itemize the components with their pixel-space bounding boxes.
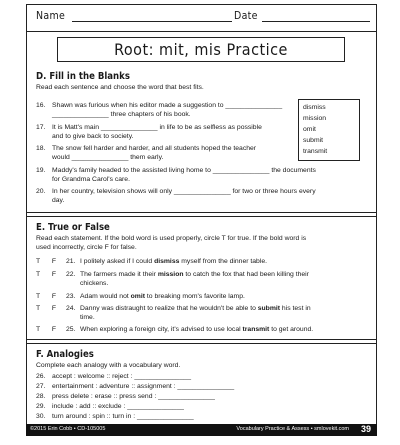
item-number: 19. bbox=[36, 167, 46, 174]
false-option[interactable]: F bbox=[51, 293, 57, 300]
word-bank-item: transmit bbox=[303, 148, 328, 155]
page-number: 39 bbox=[360, 424, 371, 434]
item-number: 26. bbox=[36, 373, 46, 380]
date-label: Date bbox=[234, 10, 258, 22]
word-bank bbox=[298, 99, 360, 161]
name-label: Name bbox=[36, 10, 66, 22]
item-number: 21. bbox=[66, 258, 76, 265]
item-text: When exploring a foreign city, it's advised to use local transmit to get around. bbox=[80, 326, 314, 333]
bold-word: submit bbox=[257, 305, 281, 312]
bold-word: mission bbox=[157, 271, 184, 278]
section-e-heading: E. True or False bbox=[36, 222, 110, 233]
analogy-text: include : add :: exclude : _______________ bbox=[52, 403, 184, 410]
footer-title: Vocabulary Practice & Assess • smlovekit.com bbox=[236, 426, 349, 432]
true-option[interactable]: T bbox=[36, 326, 41, 333]
item-text: day. bbox=[52, 197, 65, 204]
item-text: In her country, television shows will only _______________ for two or three hours every bbox=[52, 188, 316, 195]
analogy-text: entertainment : adventure :: assignment : _______________ bbox=[52, 383, 235, 390]
bold-word: omit bbox=[130, 293, 145, 300]
item-text: I politely asked if I could dismiss myself from the dinner table. bbox=[80, 258, 268, 265]
item-number: 24. bbox=[66, 305, 76, 312]
item-number: 18. bbox=[36, 145, 46, 152]
date-line bbox=[262, 21, 370, 22]
item-number: 29. bbox=[36, 403, 46, 410]
item-text: time. bbox=[80, 314, 95, 321]
item-text: Danny was distraught to realize that he wouldn't be able to submit his test in bbox=[80, 305, 311, 312]
item-number: 22. bbox=[66, 271, 76, 278]
section-divider bbox=[26, 212, 377, 217]
section-d-instruction: Read each sentence and choose the word that best fits. bbox=[36, 84, 204, 91]
item-text: chickens. bbox=[80, 280, 109, 287]
page-footer bbox=[26, 424, 377, 436]
item-text: Adam would not omit to breaking mom's favorite lamp. bbox=[80, 293, 245, 300]
word-bank-item: omit bbox=[303, 126, 316, 133]
item-number: 28. bbox=[36, 393, 46, 400]
item-text: The snow fell harder and harder, and all students hoped the teacher bbox=[52, 145, 257, 152]
section-d-heading: D. Fill in the Blanks bbox=[36, 71, 130, 82]
item-number: 27. bbox=[36, 383, 46, 390]
name-line bbox=[72, 21, 232, 22]
tf-row bbox=[36, 325, 62, 334]
true-option[interactable]: T bbox=[36, 305, 41, 312]
true-option[interactable]: T bbox=[36, 271, 41, 278]
false-option[interactable]: F bbox=[51, 326, 57, 333]
analogy-text: press delete : erase :: press send : _______________ bbox=[52, 393, 215, 400]
true-option[interactable]: T bbox=[36, 258, 41, 265]
word-bank-item: submit bbox=[303, 137, 324, 144]
bold-word: dismiss bbox=[154, 258, 180, 265]
tf-row bbox=[36, 270, 62, 279]
item-text: Shawn was furious when his editor made a suggestion to _______________ bbox=[52, 102, 283, 109]
word-bank-item: mission bbox=[303, 115, 327, 122]
item-text: for Grandma Carol's care. bbox=[52, 176, 130, 183]
analogy-text: accept : welcome :: reject : _______________ bbox=[52, 373, 192, 380]
item-text: Maddy's family headed to the assisted living home to _______________ the documents bbox=[52, 167, 316, 174]
item-text: The farmers made it their mission to catch the fox that had been killing their bbox=[80, 271, 309, 278]
false-option[interactable]: F bbox=[51, 258, 57, 265]
item-text: _______________ three chapters of his book. bbox=[52, 111, 191, 118]
tf-row bbox=[36, 304, 62, 313]
copyright-text: ©2015 Erin Cobb • CD-105005 bbox=[30, 426, 106, 432]
section-divider bbox=[26, 339, 377, 344]
name-date-row bbox=[36, 10, 371, 28]
tf-row bbox=[36, 292, 62, 301]
analogy-text: turn around : spin :: turn in : _______________ bbox=[52, 413, 194, 420]
item-number: 25. bbox=[66, 326, 76, 333]
false-option[interactable]: F bbox=[51, 305, 57, 312]
item-number: 16. bbox=[36, 102, 46, 109]
page-title: Root: mit, mis Practice bbox=[57, 37, 345, 62]
item-text: It is Matt's main _______________ in life to be as selfless as possible bbox=[52, 124, 262, 131]
bold-word: transmit bbox=[242, 326, 270, 333]
true-option[interactable]: T bbox=[36, 293, 41, 300]
header-rule bbox=[26, 31, 377, 32]
word-bank-item: dismiss bbox=[303, 104, 326, 111]
section-f-instruction: Complete each analogy with a vocabulary word. bbox=[36, 362, 181, 369]
section-f-heading: F. Analogies bbox=[36, 349, 94, 360]
section-e-instruction: Read each statement. If the bold word is used properly, circle T for true. If the bold word is bbox=[36, 235, 307, 242]
section-e-instruction: used incorrectly, circle F for false. bbox=[36, 244, 137, 251]
item-number: 17. bbox=[36, 124, 46, 131]
item-text: would _______________ them early. bbox=[52, 154, 164, 161]
item-number: 23. bbox=[66, 293, 76, 300]
item-number: 20. bbox=[36, 188, 46, 195]
false-option[interactable]: F bbox=[51, 271, 57, 278]
item-text: and to give back to society. bbox=[52, 133, 134, 140]
item-number: 30. bbox=[36, 413, 46, 420]
tf-row bbox=[36, 257, 62, 266]
